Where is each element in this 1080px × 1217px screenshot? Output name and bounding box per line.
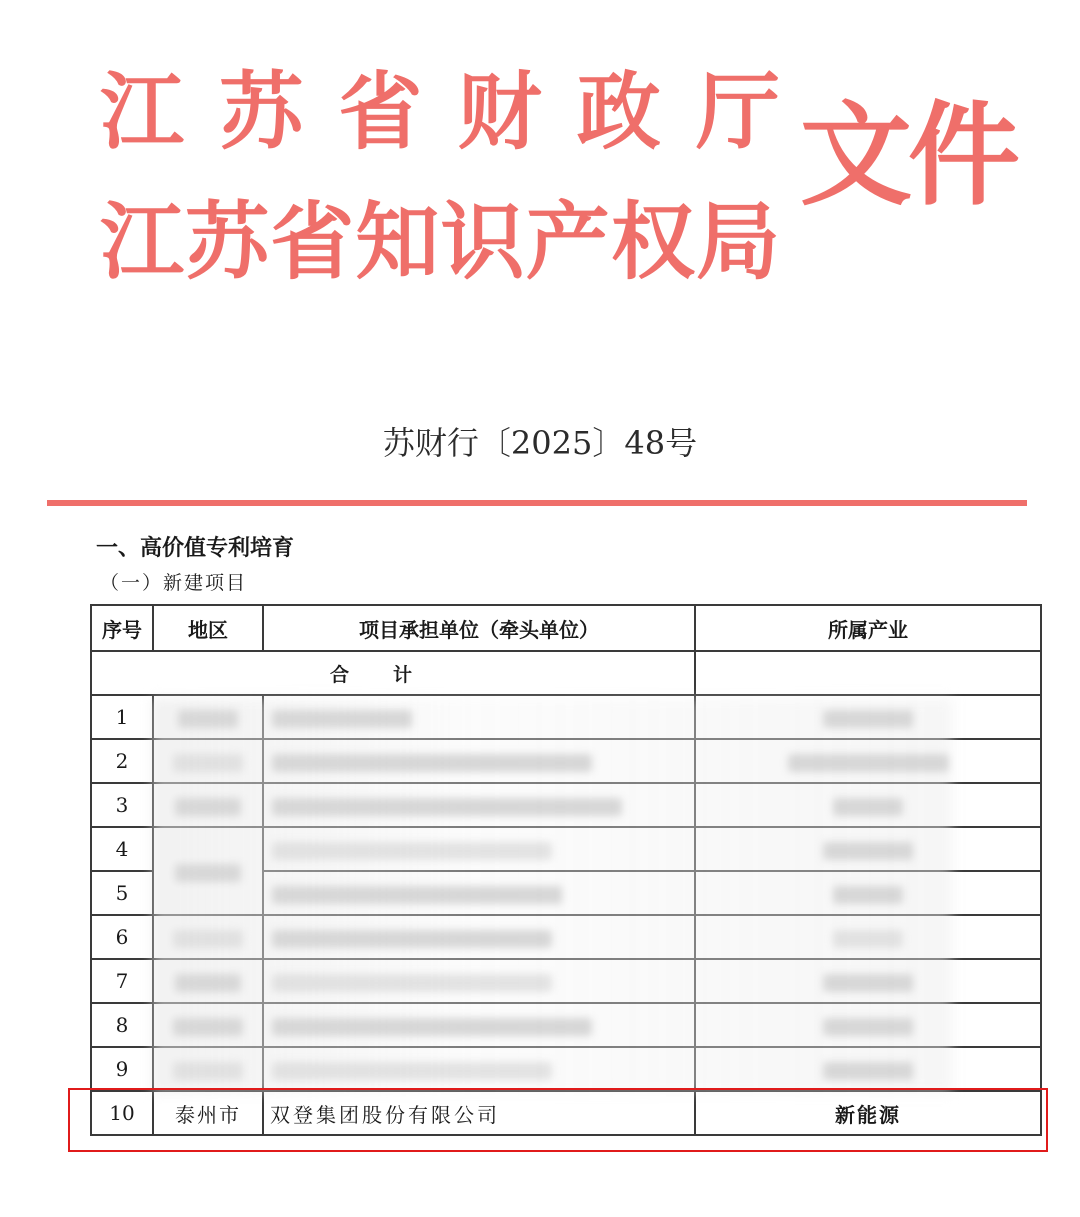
letterhead-char: 省 [338, 62, 423, 161]
letterhead-char: 苏 [185, 192, 270, 291]
region-cell: 泰州市 [153, 1091, 263, 1135]
row-number: 7 [91, 959, 153, 1003]
col-header-industry: 所属产业 [695, 605, 1041, 651]
row-number: 5 [91, 871, 153, 915]
row-number: 4 [91, 827, 153, 871]
industry-cell: 新能源 [695, 1091, 1041, 1135]
letterhead-char: 苏 [219, 62, 304, 161]
col-header-no: 序号 [91, 605, 153, 651]
total-value [695, 651, 1041, 695]
total-label: 合计 [91, 651, 695, 695]
col-header-unit: 项目承担单位（牵头单位） [263, 605, 695, 651]
letterhead-doc-word [800, 90, 1016, 221]
row-number: 9 [91, 1047, 153, 1091]
letterhead-char: 产 [525, 192, 610, 291]
total-row [91, 651, 1041, 695]
letterhead-char: 知 [355, 192, 440, 291]
table-header-row [91, 605, 1041, 651]
letterhead-char: 局 [695, 192, 780, 291]
letterhead-char: 权 [610, 192, 695, 291]
letterhead-char: 厅 [695, 62, 780, 161]
col-header-region: 地区 [153, 605, 263, 651]
letterhead-char: 江 [100, 62, 185, 161]
document-number: 苏财行〔2025〕48号 [382, 424, 698, 462]
row-number: 10 [91, 1091, 153, 1135]
section-title: 一、高价值专利培育 [96, 536, 295, 561]
letterhead-line-2 [100, 192, 780, 291]
row-number: 1 [91, 695, 153, 739]
letterhead-doc-char: 文 [800, 90, 908, 221]
redaction-overlay [152, 698, 952, 1093]
row-number: 3 [91, 783, 153, 827]
letterhead-char: 识 [440, 192, 525, 291]
letterhead-char: 江 [100, 192, 185, 291]
red-divider [47, 500, 1027, 506]
row-number: 2 [91, 739, 153, 783]
letterhead-char: 财 [457, 62, 542, 161]
unit-cell: 双登集团股份有限公司 [263, 1091, 695, 1135]
sub-title: （一）新建项目 [100, 572, 248, 594]
letterhead-char: 政 [576, 62, 661, 161]
highlight-box [68, 1088, 1048, 1152]
row-number: 6 [91, 915, 153, 959]
row-number: 8 [91, 1003, 153, 1047]
letterhead-doc-char: 件 [908, 90, 1016, 221]
letterhead-char: 省 [270, 192, 355, 291]
letterhead-line-1 [100, 62, 780, 161]
